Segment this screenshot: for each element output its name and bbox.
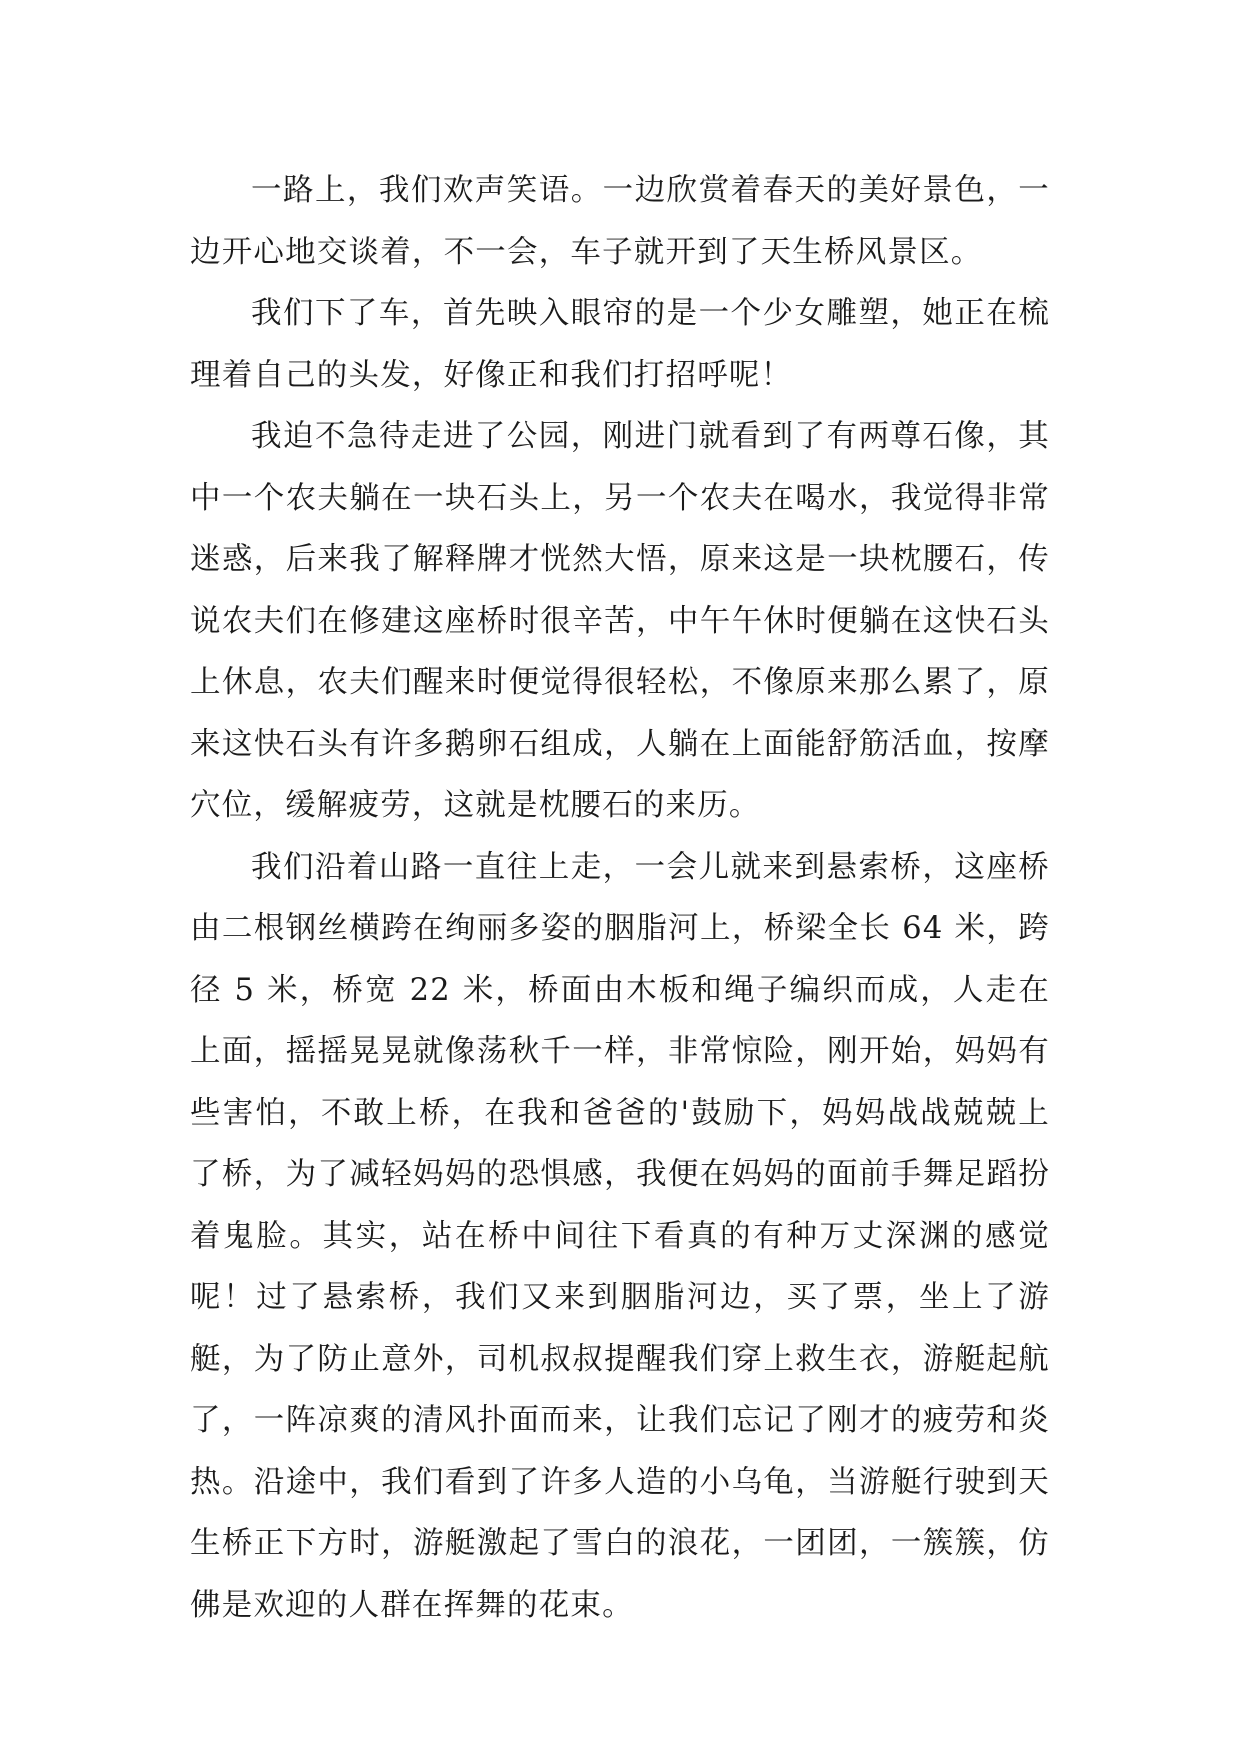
document-body xyxy=(190,160,1050,1636)
paragraph: 我们沿着山路一直往上走，一会儿就来到悬索桥，这座桥由二根钢丝横跨在绚丽多姿的胭脂河上，桥梁全长 64 米，跨径 5 米，桥宽 22 米，桥面由木板和绳子编织而成，人走在上面，摇摇晃晃就像荡秋千一样，非常惊险，刚开始，妈妈有些害怕，不敢上桥，在我和爸爸的'鼓励下，妈妈战战兢兢上了桥，为了减轻妈妈的恐惧感，我便在妈妈的面前手舞足蹈扮着鬼脸。其实，站在桥中间往下看真的有种万丈深渊的感觉呢！过了悬索桥，我们又来到胭脂河边，买了票，坐上了游艇，为了防止意外，司机叔叔提醒我们穿上救生衣，游艇起航了，一阵凉爽的清风扑面而来，让我们忘记了刚才的疲劳和炎热。沿途中，我们看到了许多人造的小乌龟，当游艇行驶到天生桥正下方时，游艇激起了雪白的浪花，一团团，一簇簇，仿佛是欢迎的人群在挥舞的花束。 xyxy=(190,849,1050,1623)
paragraph: 我们下了车，首先映入眼帘的是一个少女雕塑，她正在梳理着自己的头发，好像正和我们打招呼呢！ xyxy=(190,296,1050,393)
paragraph: 我迫不急待走进了公园，刚进门就看到了有两尊石像，其中一个农夫躺在一块石头上，另一个农夫在喝水，我觉得非常迷惑，后来我了解释牌才恍然大悟，原来这是一块枕腰石，传说农夫们在修建这座桥时很辛苦，中午午休时便躺在这快石头上休息，农夫们醒来时便觉得很轻松，不像原来那么累了，原来这快石头有许多鹅卵石组成，人躺在上面能舒筋活血，按摩穴位，缓解疲劳，这就是枕腰石的来历。 xyxy=(190,419,1050,823)
paragraph: 一路上，我们欢声笑语。一边欣赏着春天的美好景色，一边开心地交谈着，不一会，车子就开到了天生桥风景区。 xyxy=(190,173,1050,270)
